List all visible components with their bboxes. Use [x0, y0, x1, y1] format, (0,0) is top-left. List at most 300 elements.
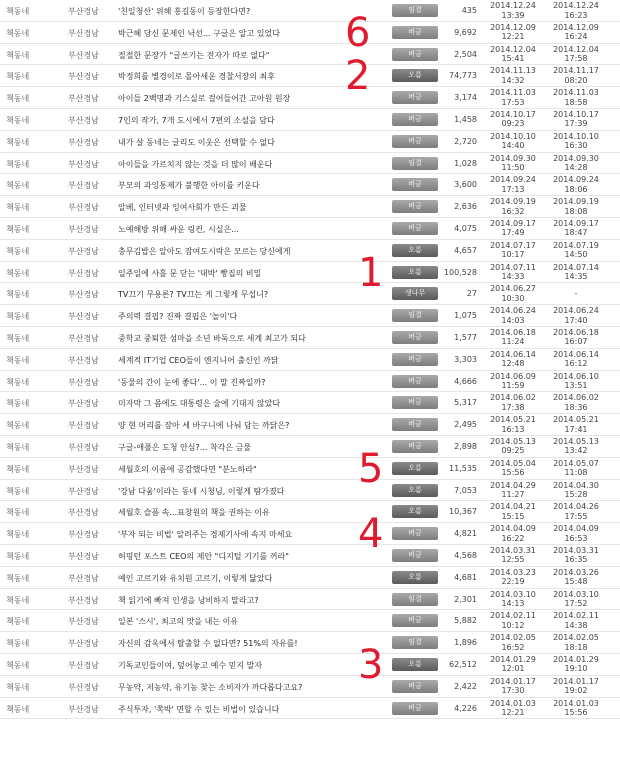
submitted-date — [490, 481, 536, 500]
submitted-date — [490, 502, 536, 521]
view-count: 7,053 — [454, 485, 477, 495]
view-count: 10,367 — [449, 507, 477, 517]
submitted-date — [490, 611, 536, 630]
table-row — [0, 458, 620, 480]
submitted-date-day: 2014.09.17 — [490, 218, 536, 228]
published-date-day: 2014.10.17 — [553, 109, 599, 119]
status-badge: 버금 — [392, 549, 438, 562]
published-date — [553, 289, 599, 299]
region-cell: 부산경남 — [68, 7, 99, 16]
status-badge: 버금 — [392, 222, 438, 235]
submitted-date-time: 15:41 — [501, 54, 525, 64]
region-cell: 부산경남 — [68, 137, 99, 147]
region-cell: 부산경남 — [68, 377, 99, 387]
published-date-day: 2014.01.29 — [553, 654, 599, 664]
view-count: 100,528 — [443, 267, 477, 277]
view-count: 2,504 — [454, 49, 477, 59]
published-date-time: 17:41 — [564, 424, 588, 434]
published-date — [553, 437, 599, 456]
view-count: 4,681 — [454, 572, 477, 582]
published-date-time: 18:47 — [564, 228, 588, 238]
published-date-day: 2014.07.14 — [553, 262, 599, 272]
submitted-date — [490, 677, 536, 696]
view-count: 1,028 — [454, 158, 477, 168]
view-count: 27 — [466, 289, 477, 299]
status-badge: 생나무 — [392, 287, 438, 300]
submitted-date-time: 17:53 — [501, 97, 525, 107]
region-cell: 부산경남 — [68, 115, 99, 125]
submitted-date-day: 2014.11.03 — [490, 88, 536, 98]
view-count: 74,773 — [449, 71, 477, 81]
author-cell: 책동네 — [6, 159, 30, 169]
author-cell: 책동네 — [6, 704, 30, 714]
submitted-date — [490, 132, 536, 151]
region-cell: 부산경남 — [68, 617, 99, 627]
published-date-day: 2014.05.13 — [553, 436, 599, 446]
published-date-day: 2014.06.18 — [553, 327, 599, 337]
article-title-link[interactable]: 부모의 과잉통제가 불행한 아이를 키운다 — [118, 181, 260, 191]
status-badge: 버금 — [392, 91, 438, 104]
submitted-date-day: 2014.09.19 — [490, 197, 536, 207]
region-cell: 부산경남 — [68, 268, 99, 278]
submitted-date — [490, 88, 536, 107]
published-date-time: 19:10 — [564, 664, 588, 674]
published-date-time: 16:30 — [564, 141, 588, 151]
article-title-link[interactable]: 7인의 작가, 7개 도시에서 7편의 소설을 담다 — [118, 115, 275, 125]
published-date — [553, 393, 599, 412]
published-date-day: 2014.06.02 — [553, 393, 599, 403]
article-title-link[interactable]: 아이들을 가르치지 않는 것을 더 많이 배운다 — [118, 159, 273, 169]
region-cell: 부산경남 — [68, 660, 99, 670]
published-date-day: 2014.03.31 — [553, 545, 599, 555]
region-cell: 부산경남 — [68, 50, 99, 60]
submitted-date-time: 12:21 — [501, 708, 525, 717]
published-date-day: 2014.06.14 — [553, 349, 599, 359]
region-cell: 부산경남 — [68, 704, 99, 714]
table-row — [0, 567, 620, 589]
submitted-date-time: 17:38 — [501, 402, 525, 412]
view-count: 2,898 — [454, 441, 477, 451]
status-badge: 버금 — [392, 375, 438, 388]
submitted-date-time: 14:13 — [501, 599, 525, 609]
published-date — [553, 372, 599, 391]
published-date-time: 13:42 — [564, 446, 588, 456]
submitted-date — [490, 219, 536, 238]
published-date-day: 2014.04.26 — [553, 502, 599, 512]
article-title-link[interactable]: 일본 '스시', 최고의 맛을 내는 이유 — [118, 617, 239, 627]
article-title-link[interactable]: 허핑턴 포스트 CEO의 제안 "디지털 기기를 꺼라" — [118, 551, 289, 561]
published-date-time: 17:40 — [564, 315, 588, 325]
status-badge: 버금 — [392, 353, 438, 366]
author-cell: 책동네 — [6, 464, 30, 474]
submitted-date-day: 2014.06.14 — [490, 349, 536, 359]
submitted-date-time: 14:32 — [501, 75, 525, 85]
status-badge: 오름 — [392, 658, 438, 671]
submitted-date — [490, 328, 536, 347]
article-title-link[interactable]: 세월호의 이름에 공감했다면 "분노하라" — [118, 464, 257, 474]
annotation-number: 3 — [358, 642, 384, 688]
region-cell: 부산경남 — [68, 399, 99, 409]
status-badge: 버금 — [392, 331, 438, 344]
submitted-date-day: 2014.02.05 — [490, 633, 536, 643]
status-badge: 버금 — [392, 200, 438, 213]
submitted-date-day: 2014.03.10 — [490, 589, 536, 599]
published-date — [553, 459, 599, 478]
submitted-date-time: 14:33 — [501, 272, 525, 282]
article-title-link[interactable]: TV끄기 무용론? TV끄는 게 그렇게 무섭니? — [118, 290, 269, 300]
view-count: 4,075 — [454, 223, 477, 233]
view-count: 1,896 — [454, 638, 477, 648]
view-count: 2,301 — [454, 594, 477, 604]
published-date — [553, 23, 599, 42]
submitted-date — [490, 263, 536, 282]
article-title-link[interactable]: 충무김밥은 알아도 잠여도시락은 모르는 당신에게 — [118, 246, 291, 256]
submitted-date-time: 10:12 — [501, 620, 525, 630]
submitted-date — [490, 154, 536, 173]
article-title-link[interactable]: 양 현 머리를 잠아 세 바구니에 나눠 담는 까닭은? — [118, 421, 290, 431]
submitted-date — [490, 459, 536, 478]
submitted-date-day: 2014.10.10 — [490, 131, 536, 141]
submitted-date-time: 14:40 — [501, 141, 525, 151]
article-title-link[interactable]: '친일청산' 위해 홍길동이 등장한다면? — [118, 7, 251, 16]
submitted-date-day: 2014.04.21 — [490, 502, 536, 512]
submitted-date — [490, 393, 536, 412]
status-badge: 임결 — [392, 157, 438, 170]
view-count: 1,458 — [454, 114, 477, 124]
author-cell: 책동네 — [6, 268, 30, 278]
view-count: 11,535 — [449, 463, 477, 473]
article-title-link[interactable]: 예인 고르기와 유치원 고르기, 이렇게 닮았다 — [118, 573, 273, 583]
published-date — [553, 88, 599, 107]
submitted-date — [490, 655, 536, 674]
table-row — [0, 698, 620, 720]
submitted-date-time: 12:21 — [501, 32, 525, 42]
status-badge: 임결 — [392, 4, 438, 17]
published-date-time: 16:24 — [564, 32, 588, 42]
author-cell: 책동네 — [6, 333, 30, 343]
submitted-date-time: 12:55 — [501, 555, 525, 565]
submitted-date — [490, 45, 536, 64]
region-cell: 부산경남 — [68, 94, 99, 104]
submitted-date — [490, 350, 536, 369]
view-count: 62,512 — [449, 659, 477, 669]
published-date — [553, 633, 599, 652]
published-date — [553, 590, 599, 609]
status-badge: 오름 — [392, 571, 438, 584]
published-date — [553, 481, 599, 500]
submitted-date-day: 2014.09.24 — [490, 175, 536, 185]
submitted-date — [490, 415, 536, 434]
author-cell: 책동네 — [6, 115, 30, 125]
author-cell: 책동네 — [6, 682, 30, 692]
author-cell: 책동네 — [6, 508, 30, 518]
submitted-date — [490, 284, 536, 303]
table-row — [0, 196, 620, 218]
status-badge: 오름 — [392, 266, 438, 279]
article-title-link[interactable]: 일주일에 사흘 문 닫는 '대박' 빵집의 비밀 — [118, 268, 262, 278]
author-cell: 책동네 — [6, 181, 30, 191]
view-count: 4,226 — [454, 703, 477, 713]
view-count: 435 — [461, 6, 477, 15]
published-date-time: 15:28 — [564, 490, 588, 500]
table-row — [0, 22, 620, 44]
region-cell: 부산경남 — [68, 573, 99, 583]
published-date-day: 2014.12.04 — [553, 44, 599, 54]
submitted-date — [490, 1, 536, 20]
author-cell: 책동네 — [6, 246, 30, 256]
status-badge: 버금 — [392, 680, 438, 693]
status-badge: 버금 — [392, 440, 438, 453]
submitted-date — [490, 197, 536, 216]
submitted-date-time: 12:01 — [501, 664, 525, 674]
region-cell: 부산경남 — [68, 333, 99, 343]
table-row — [0, 523, 620, 545]
article-title-link[interactable]: 구글-애플은 도청 안심?... 착각은 금물 — [118, 442, 252, 452]
region-cell: 부산경남 — [68, 530, 99, 540]
published-date — [553, 699, 599, 718]
published-date-time: 11:08 — [564, 468, 588, 478]
article-title-link[interactable]: 아이들 2백명과 기스실로 걸어들어간 고아원 원장 — [118, 94, 291, 104]
view-count: 5,317 — [454, 398, 477, 408]
author-cell: 책동네 — [6, 137, 30, 147]
published-date-day: 2014.09.17 — [553, 218, 599, 228]
region-cell: 부산경남 — [68, 224, 99, 234]
published-date — [553, 219, 599, 238]
table-row — [0, 436, 620, 458]
published-date-time: 08:20 — [564, 75, 588, 85]
submitted-date — [490, 306, 536, 325]
published-date-day: 2014.09.19 — [553, 197, 599, 207]
article-title-link[interactable]: 세계적 IT기업 CEO들이 엔지니어 출신인 까닭 — [118, 355, 279, 365]
submitted-date-time: 12:48 — [501, 359, 525, 369]
table-row — [0, 327, 620, 349]
submitted-date-time: 15:56 — [501, 468, 525, 478]
status-badge: 버금 — [392, 527, 438, 540]
table-row — [0, 632, 620, 654]
published-date-day: 2014.04.09 — [553, 524, 599, 534]
author-cell: 책동네 — [6, 203, 30, 213]
region-cell: 부산경남 — [68, 551, 99, 561]
submitted-date-time: 16:22 — [501, 533, 525, 543]
region-cell: 부산경남 — [68, 464, 99, 474]
submitted-date-day: 2014.06.09 — [490, 371, 536, 381]
submitted-date-time: 17:13 — [501, 184, 525, 194]
published-date-day: 2014.06.10 — [553, 371, 599, 381]
published-date-time: 13:51 — [564, 381, 588, 391]
article-title-link[interactable]: 주식투자, '쪽박' 면할 수 있는 비법이 있습니다 — [118, 704, 280, 714]
status-badge: 임결 — [392, 593, 438, 606]
submitted-date — [490, 175, 536, 194]
published-date — [553, 1, 599, 20]
published-date-time: 15:56 — [564, 708, 588, 717]
table-row — [0, 414, 620, 436]
view-count: 1,075 — [454, 311, 477, 321]
published-date — [553, 524, 599, 543]
view-count: 1,577 — [454, 332, 477, 342]
submitted-date-day: 2014.12.24 — [490, 1, 536, 10]
published-date-day: 2014.03.10 — [553, 589, 599, 599]
article-title-link[interactable]: 절절한 문장가 "글쓰기는 전자가 따로 없다" — [118, 50, 270, 60]
status-badge: 버금 — [392, 113, 438, 126]
status-badge: 오름 — [392, 69, 438, 82]
status-badge: 임결 — [392, 636, 438, 649]
submitted-date-time: 17:30 — [501, 686, 525, 696]
submitted-date-day: 2014.09.30 — [490, 153, 536, 163]
published-date-day: 2014.03.26 — [553, 567, 599, 577]
published-date-time: 15:48 — [564, 577, 588, 587]
submitted-date-day: 2014.07.11 — [490, 262, 536, 272]
table-row — [0, 676, 620, 698]
submitted-date — [490, 633, 536, 652]
submitted-date — [490, 110, 536, 129]
submitted-date-time: 09:23 — [501, 119, 525, 129]
submitted-date-time: 10:17 — [501, 250, 525, 260]
submitted-date-day: 2014.04.29 — [490, 480, 536, 490]
submitted-date-day: 2014.06.27 — [490, 284, 536, 294]
published-date-day: 2014.04.30 — [553, 480, 599, 490]
submitted-date — [490, 546, 536, 565]
author-cell: 책동네 — [6, 551, 30, 561]
submitted-date — [490, 699, 536, 718]
table-row — [0, 654, 620, 676]
published-date-time: 16:12 — [564, 359, 588, 369]
article-title-link[interactable]: 노예해방 위해 싸운 링컨, 시실은... — [118, 224, 239, 234]
submitted-date — [490, 524, 536, 543]
article-title-link[interactable]: '동물의 간이 눈에 좋다'... 이 말 진짜일까? — [118, 377, 266, 387]
article-title-link[interactable]: '강남 다움'이라는 동네 시청님, 이렇게 탐가졌다 — [118, 486, 285, 496]
status-badge: 오름 — [392, 462, 438, 475]
submitted-date-time: 11:59 — [501, 381, 525, 391]
published-date — [553, 502, 599, 521]
published-date-day: 2014.12.24 — [553, 1, 599, 10]
table-row — [0, 371, 620, 393]
table-row — [0, 480, 620, 502]
status-badge: 버금 — [392, 48, 438, 61]
region-cell: 부산경남 — [68, 442, 99, 452]
view-count: 2,720 — [454, 136, 477, 146]
published-date-day: 2014.09.30 — [553, 153, 599, 163]
submitted-date-day: 2014.11.13 — [490, 66, 536, 76]
view-count: 2,422 — [454, 681, 477, 691]
author-cell: 책동네 — [6, 486, 30, 496]
region-cell: 부산경남 — [68, 28, 99, 38]
annotation-number: 2 — [345, 53, 371, 100]
view-count: 9,692 — [454, 27, 477, 37]
view-count: 5,882 — [454, 616, 477, 626]
author-cell: 책동네 — [6, 72, 30, 82]
article-title-link[interactable]: 내가 살 동네는 글리도 이웃은 선택할 수 없다 — [118, 137, 275, 147]
published-date — [553, 328, 599, 347]
table-row — [0, 305, 620, 327]
article-title-link[interactable]: 책 읽기에 빠져 인생을 낭비하지 말라고? — [118, 595, 259, 605]
table-row — [0, 501, 620, 523]
table-row — [0, 153, 620, 175]
region-cell: 부산경남 — [68, 290, 99, 300]
submitted-date — [490, 66, 536, 85]
view-count: 3,600 — [454, 180, 477, 190]
article-title-link[interactable]: '부자 되는 비법' 알려주는 경제기사에 속지 마세요 — [118, 530, 293, 540]
view-count: 3,303 — [454, 354, 477, 364]
published-date — [553, 66, 599, 85]
submitted-date-time: 16:52 — [501, 642, 525, 652]
view-count: 4,821 — [454, 529, 477, 539]
table-row — [0, 240, 620, 262]
status-badge: 버금 — [392, 418, 438, 431]
submitted-date-time: 10:30 — [501, 293, 525, 303]
published-date — [553, 655, 599, 674]
published-date-time: 17:58 — [564, 54, 588, 64]
table-row — [0, 262, 620, 284]
submitted-date-time: 16:32 — [501, 206, 525, 216]
submitted-date-day: 2014.12.09 — [490, 22, 536, 32]
author-cell: 책동네 — [6, 573, 30, 583]
table-row — [0, 174, 620, 196]
region-cell: 부산경남 — [68, 595, 99, 605]
submitted-date-time: 13:39 — [501, 10, 525, 20]
published-date-time: 19:02 — [564, 686, 588, 696]
table-row — [0, 44, 620, 66]
submitted-date-day: 2014.12.04 — [490, 44, 536, 54]
article-title-link[interactable]: 중학교 중퇴한 섬마을 소년 바둑으로 세계 최고가 되다 — [118, 333, 306, 343]
article-title-link[interactable]: 세월호 슬픔 속...표창원의 책을 권하는 이유 — [118, 508, 270, 518]
article-title-link[interactable]: 알베, 인터넷과 잉여사회가 만든 괴물 — [118, 203, 247, 213]
submitted-date-time: 15:15 — [501, 511, 525, 521]
article-title-link[interactable]: 박근혜 당신 문제인 낙선... 구글은 알고 있었다 — [118, 28, 280, 38]
author-cell: 책동네 — [6, 50, 30, 60]
article-title-link[interactable]: 무농약, 저농약, 유기농 찾는 소비자가 까다롭다고요? — [118, 682, 303, 692]
submitted-date-day: 2014.03.23 — [490, 567, 536, 577]
author-cell: 책동네 — [6, 421, 30, 431]
region-cell: 부산경남 — [68, 486, 99, 496]
published-date — [553, 197, 599, 216]
table-row — [0, 65, 620, 87]
published-date-time: 17:55 — [564, 511, 588, 521]
table-row — [0, 349, 620, 371]
region-cell: 부산경남 — [68, 246, 99, 256]
author-cell: 책동네 — [6, 595, 30, 605]
submitted-date-time: 16:13 — [501, 424, 525, 434]
author-cell: 책동네 — [6, 355, 30, 365]
submitted-date-day: 2014.04.09 — [490, 524, 536, 534]
article-title-link[interactable]: 박정희를 별경이로 몰아세운 경찰서장의 최후 — [118, 72, 276, 82]
submitted-date-day: 2014.02.11 — [490, 611, 536, 621]
published-date — [553, 568, 599, 587]
published-date-day: - — [574, 289, 578, 299]
submitted-date-time: 14:03 — [501, 315, 525, 325]
published-date — [553, 263, 599, 282]
submitted-date-time: 11:27 — [501, 490, 525, 500]
table-row — [0, 109, 620, 131]
published-date-time: 16:53 — [564, 533, 588, 543]
published-date — [553, 546, 599, 565]
published-date-day: 2014.10.10 — [553, 131, 599, 141]
table-row — [0, 283, 620, 305]
view-count: 3,174 — [454, 93, 477, 103]
article-title-link[interactable]: 미자막 그 몸에도 대통령은 술에 기대지 않았다 — [118, 399, 281, 409]
author-cell: 책동네 — [6, 7, 30, 16]
status-badge: 오름 — [392, 244, 438, 257]
table-row — [0, 545, 620, 567]
article-title-link[interactable]: 자신의 감옥에서 탈출할 수 없다면? 51%의 자유를! — [118, 639, 298, 649]
view-count: 4,666 — [454, 376, 477, 386]
region-cell: 부산경남 — [68, 312, 99, 322]
published-date-day: 2014.02.11 — [553, 611, 599, 621]
table-row — [0, 0, 620, 22]
published-date-day: 2014.01.03 — [553, 698, 599, 708]
article-title-link[interactable]: 기독교인들이여, 덮어놓고 예수 믿지 말자 — [118, 660, 263, 670]
submitted-date — [490, 568, 536, 587]
article-title-link[interactable]: 주의력 결핍? 진짜 결핍은 '놀이'다 — [118, 312, 238, 322]
